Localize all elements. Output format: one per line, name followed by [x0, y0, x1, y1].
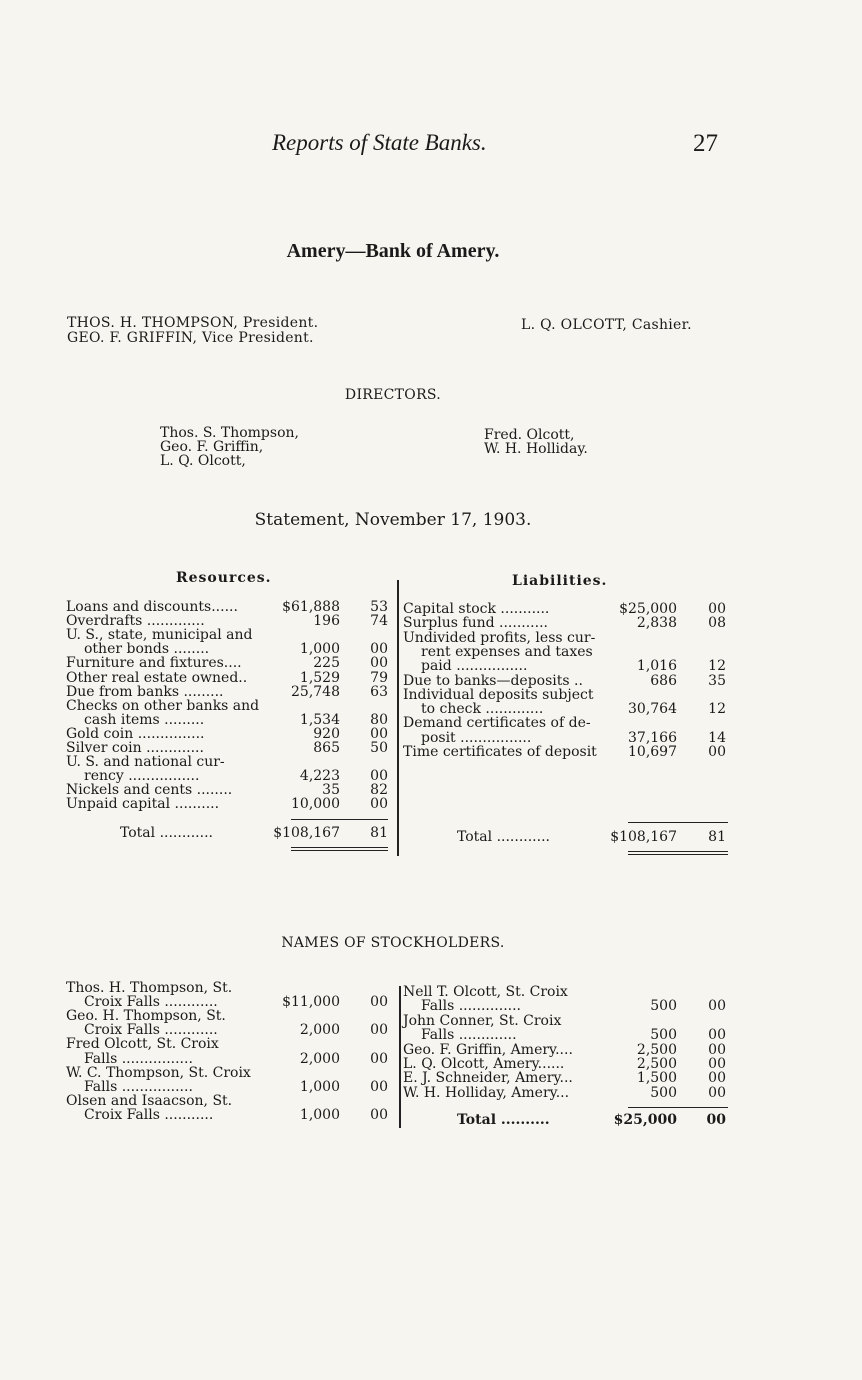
bank-title: Amery—Bank of Amery. [286, 240, 500, 262]
stockholder-row [66, 1080, 396, 1094]
stockholder-row [403, 985, 733, 999]
row-label: Demand certificates of de- [403, 715, 591, 732]
row-label: Fred Olcott, St. Croix [66, 1036, 219, 1053]
resources-row [66, 628, 396, 642]
row-label: Surplus fund ........... [403, 615, 548, 632]
stockholder-row [66, 981, 396, 995]
row-label: E. J. Schneider, Amery... [403, 1070, 573, 1087]
double-rule [291, 850, 388, 851]
row-label: U. S. and national cur- [66, 754, 225, 771]
double-rule [628, 854, 728, 855]
row-label: Croix Falls ........... [84, 1106, 214, 1123]
row-label: Other real estate owned.. [66, 669, 248, 686]
row-cents: 00 [708, 1056, 726, 1072]
director-name: L. Q. Olcott, [160, 453, 246, 469]
liabilities-total-row [403, 830, 733, 844]
liabilities-row [403, 731, 733, 745]
row-cents: 12 [708, 658, 726, 675]
row-dollars: 225 [313, 655, 340, 672]
row-cents: 35 [708, 672, 726, 689]
row-label: W. C. Thompson, St. Croix [66, 1064, 251, 1081]
resources-row [66, 656, 396, 670]
row-cents: 00 [708, 744, 726, 760]
row-dollars: 920 [313, 725, 340, 742]
row-dollars: 4,223 [299, 768, 340, 785]
row-cents: 53 [370, 599, 388, 615]
row-dollars: $25,000 [619, 601, 677, 617]
row-label: other bonds ........ [84, 641, 210, 658]
row-dollars: 37,166 [628, 729, 677, 746]
row-label: Silver coin ............. [66, 740, 204, 756]
row-dollars: 1,500 [636, 1070, 677, 1087]
row-dollars: 500 [650, 1084, 677, 1101]
director-name: Geo. F. Griffin, [160, 439, 264, 455]
row-label: paid ................ [421, 658, 528, 675]
stockholder-row [66, 1009, 396, 1023]
row-cents: 74 [370, 613, 388, 630]
row-label: Falls ............. [421, 1027, 517, 1044]
total-cents: 00 [706, 1112, 726, 1128]
resources-row [66, 797, 396, 811]
row-dollars: 2,500 [636, 1041, 677, 1058]
row-dollars: 2,838 [636, 615, 677, 632]
row-dollars: 2,500 [636, 1056, 677, 1072]
row-label: Checks on other banks and [66, 697, 260, 714]
row-label: Falls .............. [421, 998, 522, 1015]
row-cents: 00 [708, 601, 726, 617]
row-dollars: 686 [650, 672, 677, 689]
row-label: Nell T. Olcott, St. Croix [403, 984, 568, 1000]
double-rule [291, 847, 388, 848]
row-cents: 08 [708, 615, 726, 632]
row-cents: 00 [370, 796, 388, 813]
row-label: posit ................ [421, 729, 532, 746]
column-divider [397, 580, 399, 856]
row-dollars: 500 [650, 1027, 677, 1044]
row-label: U. S., state, municipal and [66, 627, 253, 644]
row-dollars: 1,534 [299, 711, 340, 728]
row-dollars: 1,016 [636, 658, 677, 675]
row-dollars: 10,000 [291, 796, 340, 813]
stockholder-row [66, 1037, 396, 1051]
row-label: Capital stock ........... [403, 601, 550, 617]
column-divider [399, 986, 401, 1128]
row-dollars: 1,000 [299, 1106, 340, 1123]
stockholder-row [66, 995, 396, 1009]
resources-row [66, 783, 396, 797]
director-name: Thos. S. Thompson, [160, 425, 299, 441]
total-label: Total ............ [120, 825, 213, 841]
resources-total-row [66, 826, 396, 840]
row-label: Olsen and Isaacson, St. [66, 1092, 233, 1109]
resources-row [66, 741, 396, 755]
row-cents: 00 [370, 1050, 388, 1067]
liabilities-row [403, 616, 733, 630]
officer-vice-president: GEO. F. GRIFFIN, Vice President. [67, 330, 314, 346]
row-label: rent expenses and taxes [421, 643, 593, 660]
rule [628, 822, 728, 823]
total-cents: 81 [370, 825, 388, 841]
row-label: W. H. Holliday, Amery... [403, 1084, 570, 1101]
row-cents: 00 [708, 1070, 726, 1087]
row-label: Due from banks ......... [66, 683, 224, 700]
statement-title: Statement, November 17, 1903. [254, 510, 532, 530]
row-cents: 00 [370, 994, 388, 1011]
liabilities-row [403, 702, 733, 716]
director-name: W. H. Holliday. [484, 441, 588, 457]
stockholder-row [66, 1094, 396, 1108]
total-dollars: $25,000 [613, 1112, 677, 1128]
row-dollars: 2,000 [299, 1050, 340, 1067]
row-dollars: 865 [313, 740, 340, 756]
resources-heading: Resources. [176, 570, 272, 586]
stockholder-row [403, 1028, 733, 1042]
row-label: Overdrafts ............. [66, 613, 205, 630]
row-label: Nickels and cents ........ [66, 782, 233, 799]
resources-row [66, 755, 396, 769]
row-label: Unpaid capital .......... [66, 796, 220, 813]
stockholder-row [403, 1057, 733, 1071]
resources-row [66, 685, 396, 699]
row-label: Falls ................ [84, 1078, 193, 1095]
row-label: Time certificates of deposit [403, 744, 597, 760]
resources-row [66, 671, 396, 685]
stockholder-row [66, 1052, 396, 1066]
stockholders-heading: NAMES OF STOCKHOLDERS. [281, 935, 505, 951]
row-label: Furniture and fixtures.... [66, 655, 242, 672]
stockholder-row [403, 1014, 733, 1028]
row-cents: 63 [370, 683, 388, 700]
row-cents: 79 [370, 669, 388, 686]
liabilities-row [403, 602, 733, 616]
row-cents: 00 [370, 641, 388, 658]
row-label: Croix Falls ............ [84, 994, 218, 1011]
row-cents: 00 [708, 1027, 726, 1044]
resources-row [66, 713, 396, 727]
double-rule [628, 851, 728, 852]
row-cents: 50 [370, 740, 388, 756]
director-name: Fred. Olcott, [484, 427, 575, 443]
page-number: 27 [693, 130, 718, 157]
liabilities-row [403, 745, 733, 759]
row-label: John Conner, St. Croix [403, 1012, 562, 1029]
row-label: Geo. H. Thompson, St. [66, 1008, 226, 1025]
liabilities-row [403, 659, 733, 673]
row-cents: 00 [370, 1022, 388, 1039]
rule [291, 819, 388, 820]
row-label: L. Q. Olcott, Amery...... [403, 1056, 565, 1072]
row-cents: 12 [708, 701, 726, 718]
liabilities-row [403, 645, 733, 659]
resources-row [66, 699, 396, 713]
row-label: Due to banks—deposits .. [403, 672, 583, 689]
stockholder-row [66, 1023, 396, 1037]
row-dollars: 30,764 [628, 701, 677, 718]
liabilities-heading: Liabilities. [512, 573, 608, 589]
directors-heading: DIRECTORS. [344, 387, 442, 403]
row-dollars: $61,888 [282, 599, 340, 615]
row-dollars: 35 [322, 782, 340, 799]
row-label: cash items ......... [84, 711, 205, 728]
row-label: rency ................ [84, 768, 200, 785]
row-label: Falls ................ [84, 1050, 193, 1067]
row-label: Undivided profits, less cur- [403, 629, 596, 646]
row-label: Loans and discounts...... [66, 599, 238, 615]
liabilities-row [403, 674, 733, 688]
row-dollars: 2,000 [299, 1022, 340, 1039]
row-label: Gold coin ............... [66, 725, 205, 742]
resources-row [66, 727, 396, 741]
resources-row [66, 614, 396, 628]
row-cents: 00 [708, 1084, 726, 1101]
row-cents: 14 [708, 729, 726, 746]
row-cents: 00 [370, 725, 388, 742]
row-cents: 00 [370, 1078, 388, 1095]
stockholder-row [403, 1086, 733, 1100]
liabilities-row [403, 631, 733, 645]
rule [628, 1107, 728, 1108]
row-dollars: $11,000 [282, 994, 340, 1011]
row-label: Croix Falls ............ [84, 1022, 218, 1039]
row-label: to check ............. [421, 701, 544, 718]
row-cents: 82 [370, 782, 388, 799]
total-label: Total .......... [457, 1112, 550, 1128]
row-cents: 00 [708, 998, 726, 1015]
row-label: Thos. H. Thompson, St. [66, 980, 233, 996]
resources-row [66, 600, 396, 614]
total-dollars: $108,167 [610, 829, 677, 845]
liabilities-row [403, 688, 733, 702]
running-title: Reports of State Banks. [272, 130, 487, 155]
resources-row [66, 769, 396, 783]
row-cents: 00 [370, 655, 388, 672]
stockholders-total-row [403, 1113, 733, 1127]
officer-president: THOS. H. THOMPSON, President. [67, 315, 319, 331]
row-dollars: 196 [313, 613, 340, 630]
stockholder-row [66, 1108, 396, 1122]
row-dollars: 10,697 [628, 744, 677, 760]
row-cents: 00 [370, 768, 388, 785]
row-dollars: 25,748 [291, 683, 340, 700]
stockholder-row [403, 1043, 733, 1057]
stockholder-row [66, 1066, 396, 1080]
row-dollars: 1,000 [299, 641, 340, 658]
row-dollars: 1,529 [299, 669, 340, 686]
officer-cashier: L. Q. OLCOTT, Cashier. [521, 317, 692, 333]
row-cents: 80 [370, 711, 388, 728]
stockholder-row [403, 1071, 733, 1085]
row-cents: 00 [370, 1106, 388, 1123]
row-cents: 00 [708, 1041, 726, 1058]
liabilities-row [403, 716, 733, 730]
total-cents: 81 [708, 829, 726, 845]
stockholder-row [403, 999, 733, 1013]
total-dollars: $108,167 [273, 825, 340, 841]
row-label: Geo. F. Griffin, Amery.... [403, 1041, 573, 1058]
resources-row [66, 642, 396, 656]
row-label: Individual deposits subject [403, 686, 594, 703]
total-label: Total ............ [457, 829, 550, 845]
row-dollars: 1,000 [299, 1078, 340, 1095]
row-dollars: 500 [650, 998, 677, 1015]
